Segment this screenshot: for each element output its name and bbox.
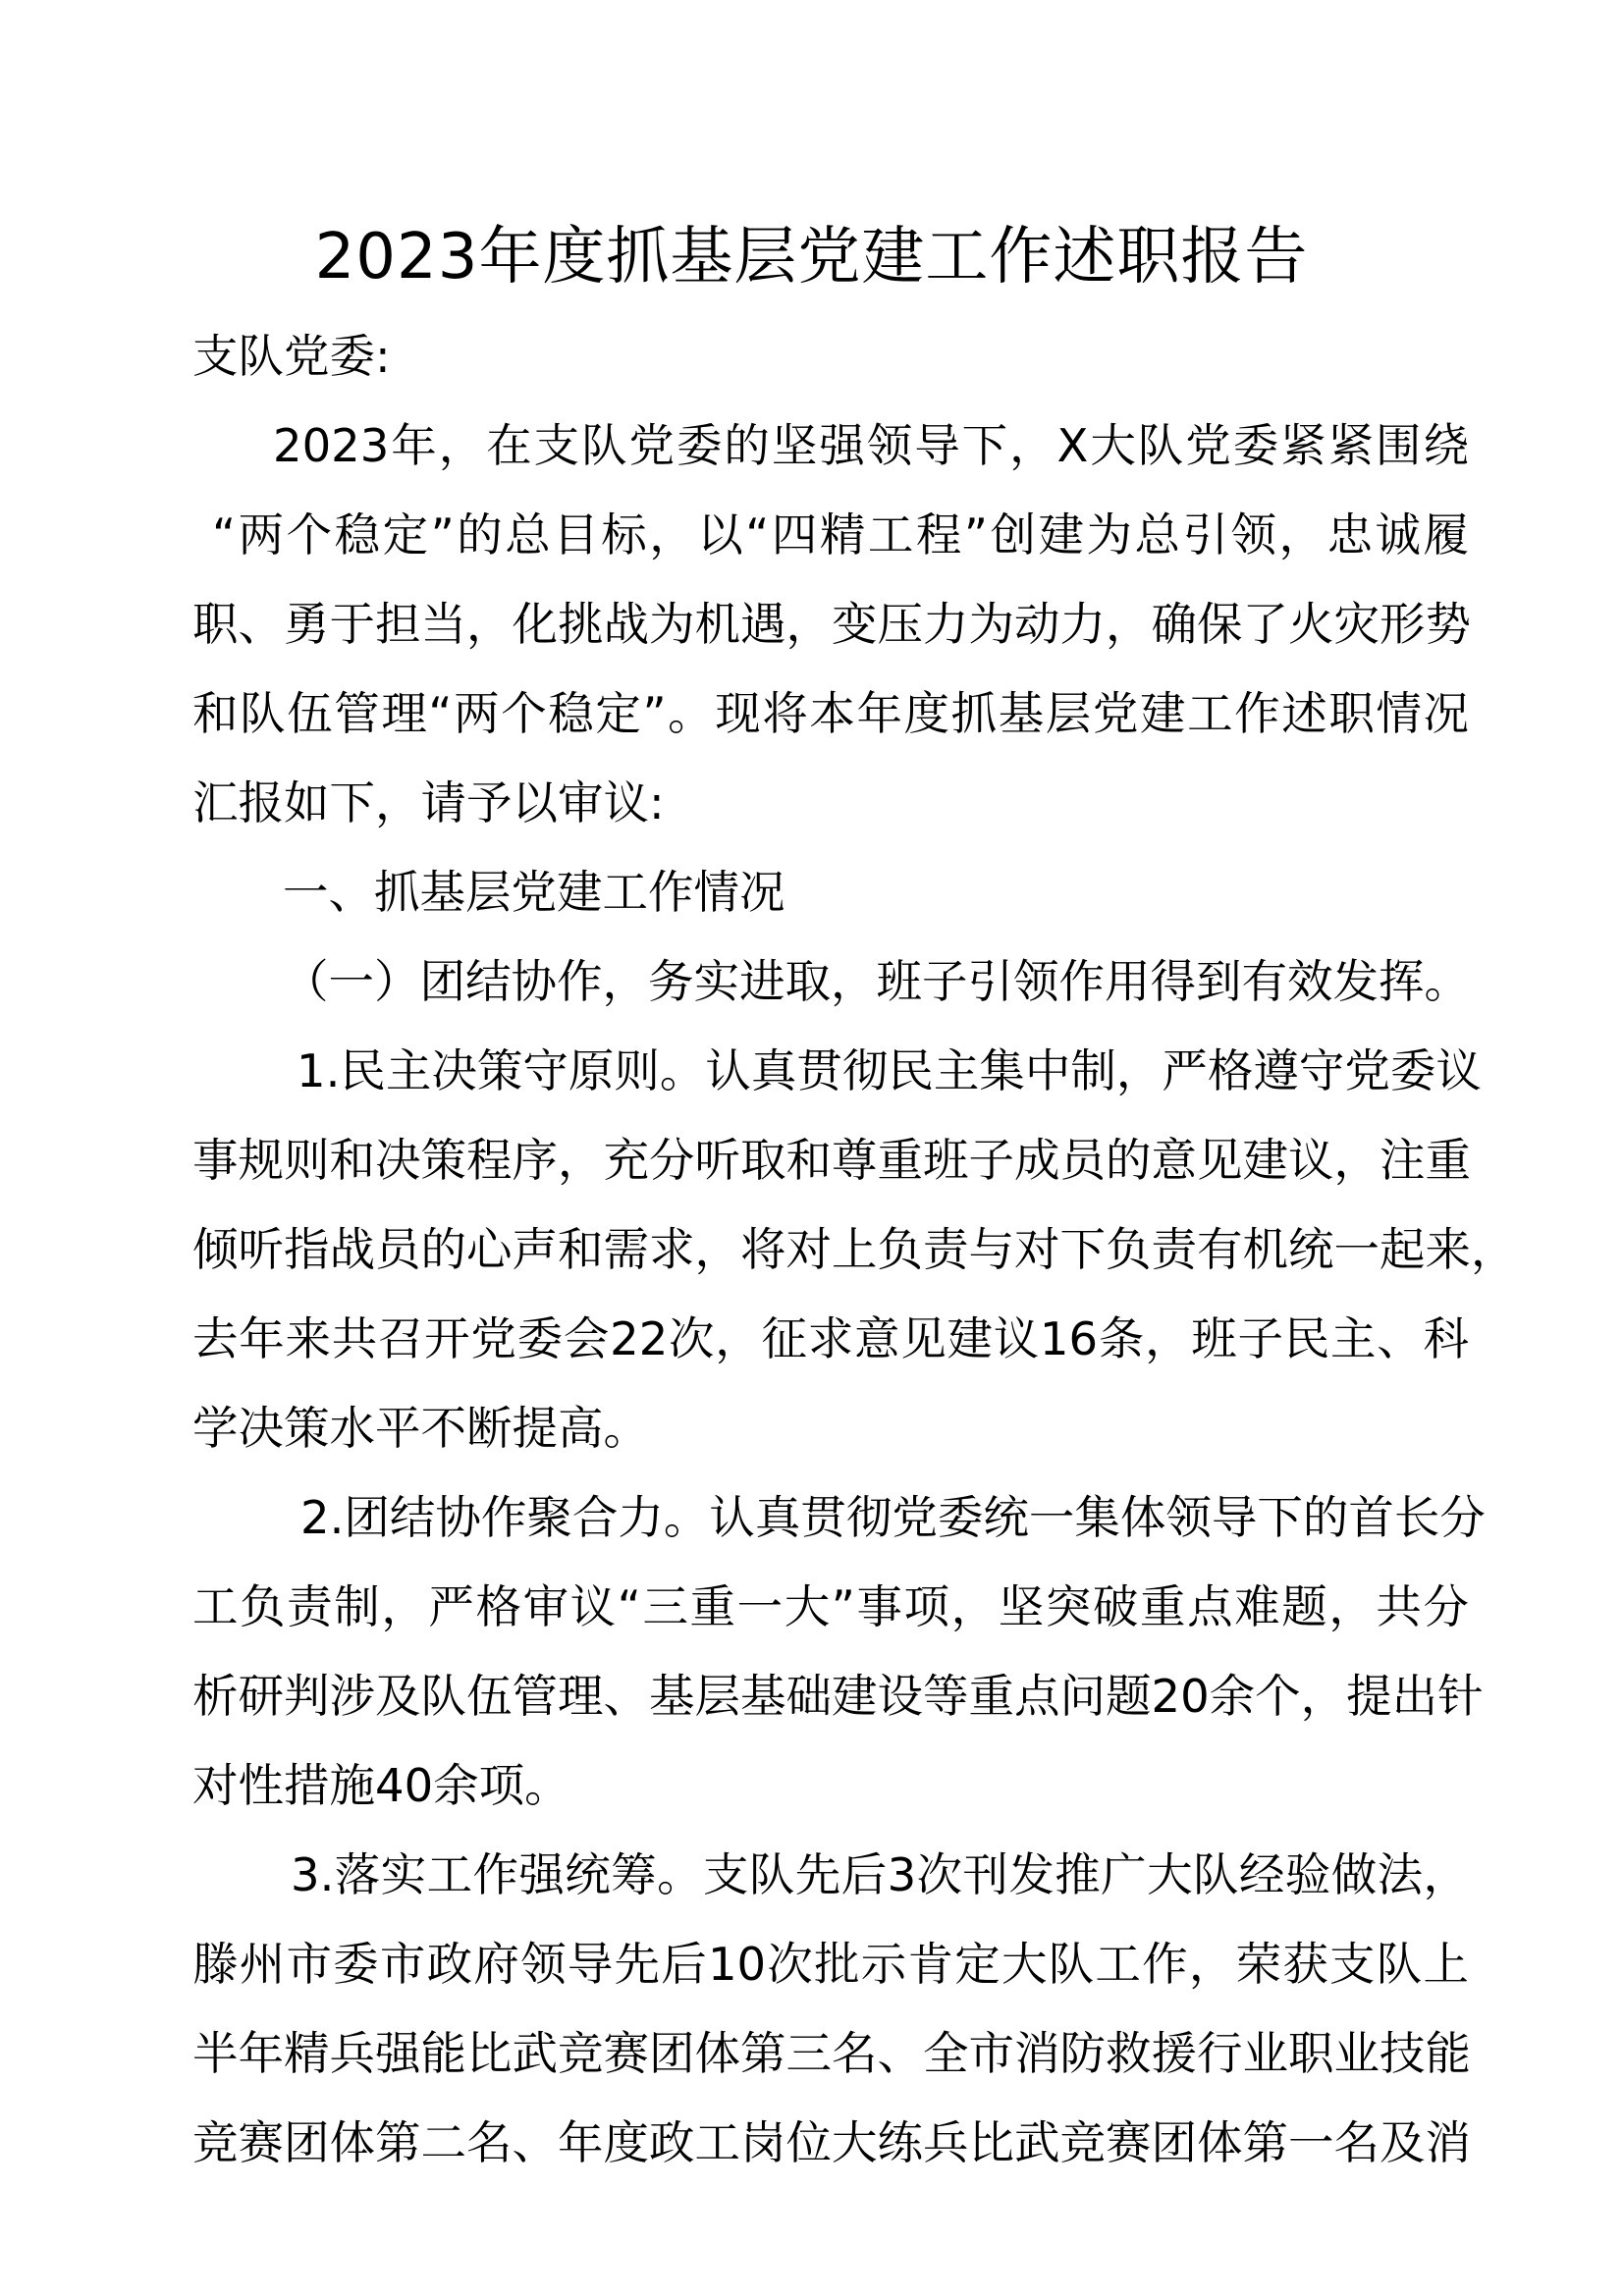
paragraph-line: 倾听指战员的心声和需求，将对上负责与对下负责有机统一起来，	[192, 1223, 1517, 1276]
paragraph-line: 职、勇于担当，化挑战为机遇，变压力为动力，确保了火灾形势	[192, 598, 1471, 651]
paragraph-line: 3.落实工作强统筹。支队先后3次刊发推广大队经验做法，	[291, 1848, 1469, 1901]
paragraph-line: 滕州市委市政府领导先后10次批示肯定大队工作，荣获支队上	[192, 1938, 1469, 1991]
paragraph-line: 析研判涉及队伍管理、基层基础建设等重点问题20余个，提出针	[192, 1670, 1484, 1723]
paragraph-line: 汇报如下，请予以审议:	[192, 776, 665, 829]
paragraph-line: 对性措施40余项。	[192, 1759, 570, 1812]
paragraph-line: 学决策水平不断提高。	[192, 1402, 649, 1455]
subsection-heading: （一）团结协作，务实进取，班子引领作用得到有效发挥。	[283, 955, 1470, 1008]
section-heading: 一、抓基层党建工作情况	[283, 866, 785, 919]
paragraph-line: 去年来共召开党委会22次，征求意见建议16条，班子民主、科	[192, 1312, 1469, 1365]
paragraph-line: 和队伍管理“两个稳定”。现将本年度抓基层党建工作述职情况	[192, 687, 1469, 740]
paragraph-line: 2023年，在支队党委的坚强领导下，X大队党委紧紧围绕	[273, 419, 1469, 472]
paragraph-line: 2.团结协作聚合力。认真贯彻党委统一集体领导下的首长分	[300, 1491, 1486, 1544]
paragraph-line: 竞赛团体第二名、年度政工岗位大练兵比武竞赛团体第一名及消	[192, 2116, 1471, 2169]
salutation: 支队党委:	[192, 330, 391, 383]
document-title: 2023年度抓基层党建工作述职报告	[314, 221, 1309, 294]
paragraph-line: 半年精兵强能比武竞赛团体第三名、全市消防救援行业职业技能	[192, 2027, 1471, 2080]
paragraph-line: “两个稳定”的总目标，以“四精工程”创建为总引领，忠诚履	[212, 508, 1469, 561]
paragraph-line: 工负责制，严格审议“三重一大”事项，坚突破重点难题，共分	[192, 1580, 1469, 1633]
paragraph-line: 事规则和决策程序，充分听取和尊重班子成员的意见建议，注重	[192, 1134, 1471, 1187]
paragraph-line: 1.民主决策守原则。认真贯彻民主集中制，严格遵守党委议	[297, 1044, 1482, 1097]
document-body	[192, 312, 1517, 2188]
